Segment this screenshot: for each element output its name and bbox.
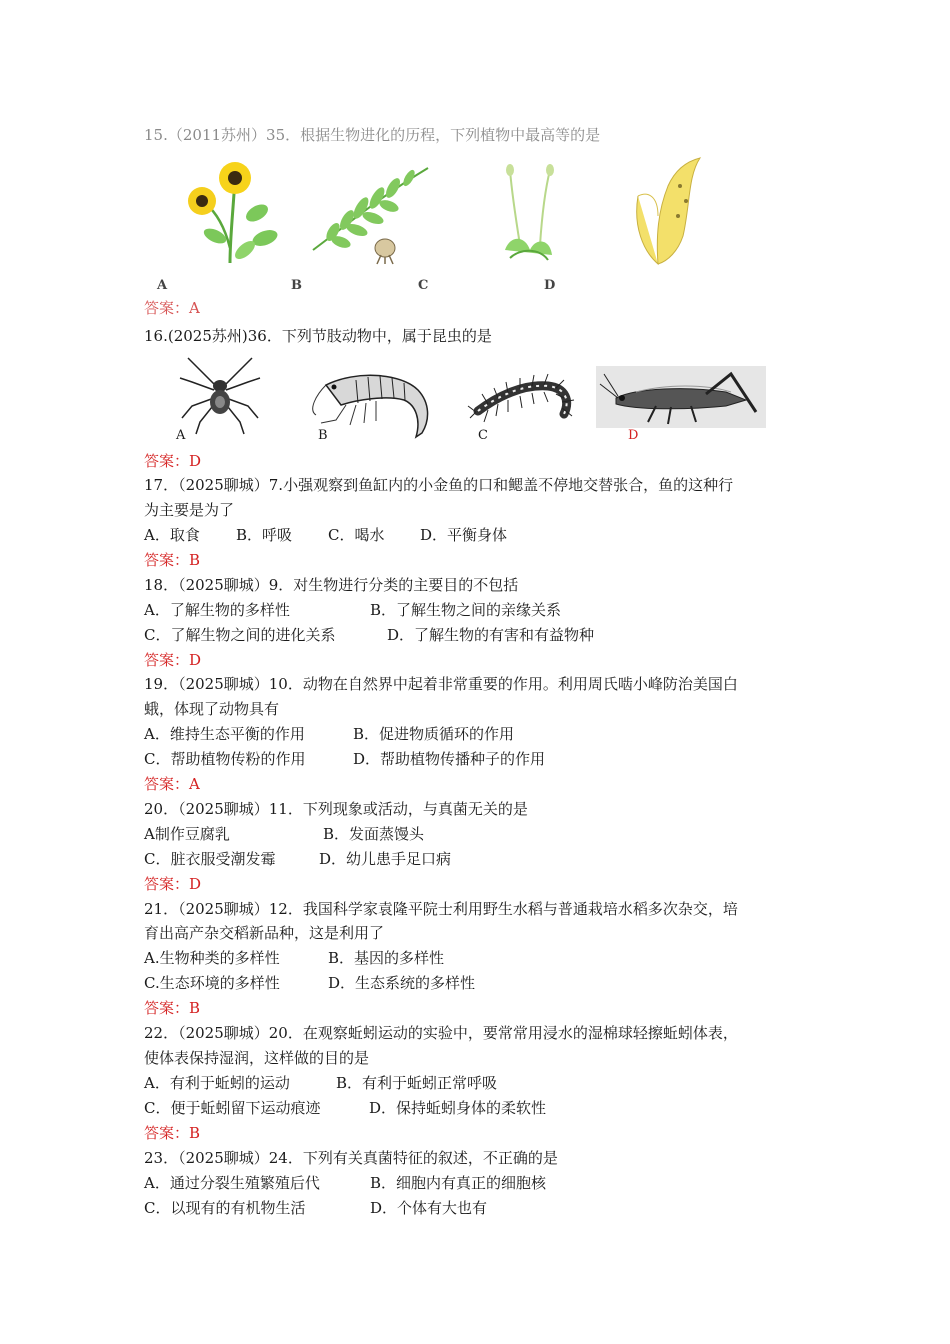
q15-label-d: D — [544, 278, 556, 293]
grasshopper-icon — [596, 366, 766, 428]
q20-option-b: B．发面蒸馒头 — [323, 825, 425, 843]
q22-stem-line1: 22．（2025聊城）20．在观察蚯蚓运动的实验中，要常常用浸水的湿棉球轻擦蚯蚓体表， — [144, 1024, 738, 1042]
q20-option-c: C．脏衣服受潮发霉 — [144, 850, 276, 868]
q19-stem-line2: 蛾，体现了动物具有 — [144, 700, 280, 718]
q15-label-c: C — [418, 278, 429, 293]
q22-stem-line2: 使体表保持湿润，这样做的目的是 — [144, 1049, 370, 1067]
q15-label-b: B — [291, 278, 302, 293]
q17-option-b: B．呼吸 — [236, 526, 293, 544]
q21-option-a: A.生物种类的多样性 — [144, 949, 280, 967]
q18-option-d: D．了解生物的有害和有益物种 — [387, 626, 595, 644]
q22-option-c: C．便于蚯蚓留下运动痕迹 — [144, 1099, 321, 1117]
q19-option-c: C．帮助植物传粉的作用 — [144, 750, 306, 768]
q17-option-a: A．取食 — [144, 526, 200, 544]
q21-answer: 答案：B — [144, 999, 201, 1017]
q19-answer: 答案：A — [144, 775, 200, 793]
q17-stem-line1: 17．（2025聊城）7.小强观察到鱼缸内的小金鱼的口和鳃盖不停地交替张合，鱼的这种行 — [144, 476, 734, 494]
q17-stem-line2: 为主要是为了 — [144, 501, 235, 519]
q18-stem: 18．（2025聊城）9．对生物进行分类的主要目的不包括 — [144, 576, 519, 594]
q15-label-a: A — [157, 278, 168, 293]
q15-stem: 15.（2011苏州）35．根据生物进化的历程，下列植物中最高等的是 — [144, 126, 601, 144]
q22-option-d: D．保持蚯蚓身体的柔软性 — [369, 1099, 547, 1117]
q23-option-b: B．细胞内有真正的细胞核 — [370, 1174, 547, 1192]
q17-answer: 答案：B — [144, 551, 201, 569]
q20-option-d: D．幼儿患手足口病 — [319, 850, 452, 868]
q20-stem: 20．（2025聊城）11．下列现象或活动，与真菌无关的是 — [144, 800, 528, 818]
q17-option-c: C．喝水 — [328, 526, 385, 544]
q22-answer: 答案：B — [144, 1124, 201, 1142]
q18-answer: 答案：D — [144, 651, 202, 669]
q16-answer: 答案：D — [144, 452, 202, 470]
q22-option-a: A．有利于蚯蚓的运动 — [144, 1074, 290, 1092]
q16-label-d: D — [628, 428, 639, 443]
moss-plant-icon — [490, 160, 590, 265]
q19-option-d: D．帮助植物传播种子的作用 — [353, 750, 546, 768]
q21-option-d: D．生态系统的多样性 — [328, 974, 476, 992]
q19-stem-line1: 19．（2025聊城）10．动物在自然界中起着非常重要的作用。利用周氏啮小峰防治美国白 — [144, 675, 738, 693]
q20-option-a: A制作豆腐乳 — [144, 825, 230, 843]
q23-option-a: A．通过分裂生殖繁殖后代 — [144, 1174, 320, 1192]
q20-answer: 答案：D — [144, 875, 202, 893]
q19-option-b: B．促进物质循环的作用 — [353, 725, 515, 743]
q21-stem-line1: 21．（2025聊城）12．我国科学家袁隆平院士利用野生水稻与普通栽培水稻多次杂交，培 — [144, 900, 738, 918]
q23-stem: 23．（2025聊城）24．下列有关真菌特征的叙述，不正确的是 — [144, 1149, 558, 1167]
q15-answer: 答案：A — [144, 299, 200, 317]
q18-option-b: B．了解生物之间的亲缘关系 — [370, 601, 562, 619]
q23-option-c: C．以现有的有机物生活 — [144, 1199, 306, 1217]
q19-option-a: A．维持生态平衡的作用 — [144, 725, 305, 743]
q22-option-b: B．有利于蚯蚓正常呼吸 — [336, 1074, 498, 1092]
q16-stem: 16.(2025苏州)36．下列节肢动物中，属于昆虫的是 — [144, 327, 492, 345]
q21-option-c: C.生态环境的多样性 — [144, 974, 280, 992]
centipede-icon — [468, 366, 578, 436]
q16-label-c: C — [478, 428, 488, 443]
alga-plant-icon — [628, 156, 708, 266]
q16-label-a: A — [176, 428, 186, 443]
q18-option-a: A．了解生物的多样性 — [144, 601, 290, 619]
q17-option-d: D．平衡身体 — [420, 526, 508, 544]
q18-option-c: C．了解生物之间的进化关系 — [144, 626, 336, 644]
q23-option-d: D．个体有大也有 — [370, 1199, 488, 1217]
spider-icon — [178, 356, 262, 436]
q16-label-b: B — [318, 428, 328, 443]
q21-option-b: B．基因的多样性 — [328, 949, 445, 967]
sunflower-plant-icon — [175, 158, 285, 263]
q21-stem-line2: 育出高产杂交稻新品种，这是利用了 — [144, 924, 385, 942]
fern-plant-icon — [303, 160, 433, 265]
